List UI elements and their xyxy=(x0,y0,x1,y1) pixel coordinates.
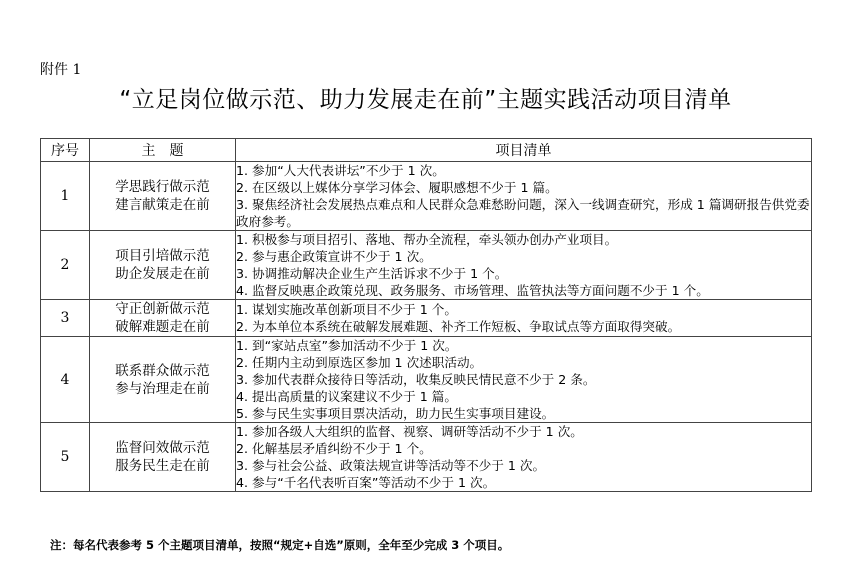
list-item: 2. 参与惠企政策宣讲不少于 1 次。 xyxy=(236,249,432,264)
row-items xyxy=(236,337,812,423)
list-item: 3. 协调推动解决企业生产生活诉求不少于 1 个。 xyxy=(236,266,508,281)
theme-line: 建言献策走在前 xyxy=(115,197,210,213)
table-row xyxy=(41,162,812,231)
list-item: 3. 参加代表群众接待日等活动，收集反映民情民意不少于 2 条。 xyxy=(236,372,596,387)
table-header-row xyxy=(41,139,812,162)
list-item: 4. 监督反映惠企政策兑现、政务服务、市场管理、监管执法等方面问题不少于 1 个。 xyxy=(236,283,709,298)
theme-line: 破解难题走在前 xyxy=(115,319,210,335)
row-theme xyxy=(90,423,236,492)
row-items xyxy=(236,162,812,231)
list-item: 1. 积极参与项目招引、落地、帮办全流程，牵头领办创办产业项目。 xyxy=(236,232,618,247)
table-row xyxy=(41,337,812,423)
header-items: 项目清单 xyxy=(236,139,812,162)
list-item: 2. 在区级以上媒体分享学习体会、履职感想不少于 1 篇。 xyxy=(236,180,558,195)
row-items xyxy=(236,423,812,492)
list-item: 4. 提出高质量的议案建议不少于 1 篇。 xyxy=(236,389,457,404)
theme-line: 助企发展走在前 xyxy=(115,266,210,282)
row-theme xyxy=(90,300,236,337)
row-items xyxy=(236,231,812,300)
list-item: 2. 化解基层矛盾纠纷不少于 1 个。 xyxy=(236,441,432,456)
list-item: 1. 到“家站点室”参加活动不少于 1 次。 xyxy=(236,338,458,353)
table-row xyxy=(41,231,812,300)
list-item: 5. 参与民生实事项目票决活动，助力民生实事项目建设。 xyxy=(236,406,555,421)
list-item: 1. 谋划实施改革创新项目不少于 1 个。 xyxy=(236,302,457,317)
list-item: 1. 参加各级人大组织的监督、视察、调研等活动不少于 1 次。 xyxy=(236,424,583,439)
row-items xyxy=(236,300,812,337)
row-number: 5 xyxy=(41,423,90,492)
list-item: 2. 任期内主动到原选区参加 1 次述职活动。 xyxy=(236,355,483,370)
row-theme xyxy=(90,162,236,231)
list-item: 2. 为本单位本系统在破解发展难题、补齐工作短板、争取试点等方面取得突破。 xyxy=(236,319,681,334)
page-title: “立足岗位做示范、助力发展走在前”主题实践活动项目清单 xyxy=(119,87,732,113)
theme-line: 守正创新做示范 xyxy=(115,301,210,317)
footnote: 注：每名代表参考 5 个主题项目清单，按照“规定+自选”原则，全年至少完成 3 个项目。 xyxy=(50,538,510,552)
row-theme xyxy=(90,337,236,423)
table-row xyxy=(41,423,812,492)
list-item: 3. 参与社会公益、政策法规宣讲等活动等不少于 1 次。 xyxy=(236,458,546,473)
theme-line: 监督问效做示范 xyxy=(115,440,210,456)
theme-line: 项目引培做示范 xyxy=(115,248,210,264)
row-number: 1 xyxy=(41,162,90,231)
theme-line: 联系群众做示范 xyxy=(115,362,210,379)
list-item: 3. 聚焦经济社会发展热点难点和人民群众急难愁盼问题，深入一线调查研究，形成 1 篇调研报告供党委政府参考。 xyxy=(236,197,810,229)
attachment-label: 附件 1 xyxy=(40,62,82,78)
theme-line: 学思践行做示范 xyxy=(115,179,210,195)
row-theme xyxy=(90,231,236,300)
header-theme: 主 题 xyxy=(90,139,236,162)
list-item: 1. 参加“人大代表讲坛”不少于 1 次。 xyxy=(236,163,445,178)
list-item: 4. 参与“千名代表听百案”等活动不少于 1 次。 xyxy=(236,475,496,490)
project-list-table xyxy=(40,138,812,492)
theme-line: 服务民生走在前 xyxy=(115,458,210,474)
header-no: 序号 xyxy=(41,139,90,162)
row-number: 2 xyxy=(41,231,90,300)
row-number: 3 xyxy=(41,300,90,337)
theme-line: 参与治理走在前 xyxy=(115,380,210,397)
row-number: 4 xyxy=(41,337,90,423)
table-row xyxy=(41,300,812,337)
